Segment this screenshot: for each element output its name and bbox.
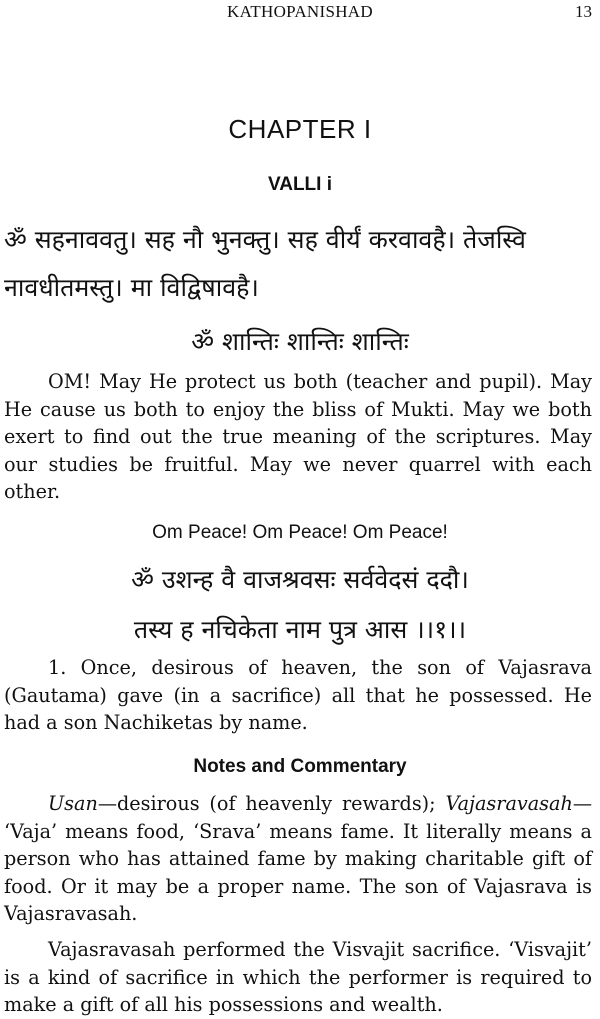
commentary-text-2: — ‘Vaja’ means food, ‘Srava’ means fame. It literally means a person who has attained fame by making charitable gift of food. Or it may be a proper name. The son of Vajasrava is Vajasravasah. [4, 792, 592, 925]
valli-title: VALLI i [267, 174, 333, 195]
shanti-mantra: ॐ शान्तिः शान्तिः शान्तिः [191, 327, 409, 356]
verse-1-sanskrit-line-1: ॐ उशन्ह वै वाजश्रवसः सर्ववेदसं ददौ। [131, 565, 469, 594]
page-number: 13 [575, 2, 592, 21]
verse-1-sanskrit-line-2: तस्य ह नचिकेता नाम पुत्र आस ।।१।। [133, 615, 467, 644]
commentary-paragraph-2 [4, 936, 592, 1019]
running-head [0, 2, 600, 26]
verse-1-translation [4, 654, 592, 737]
invocation-translation [4, 368, 592, 506]
invocation-translation-text: OM! May He protect us both (teacher and pupil). May He cause us both to enjoy the bliss of Mukti. May we both exert to find out the true meaning of the scriptures. May our studies be fruitful. May we never quarrel with each other. [4, 370, 592, 503]
notes-heading: Notes and Commentary [193, 756, 407, 777]
commentary-text-1: —desirous (of heavenly rewards); [97, 792, 436, 815]
invocation-sanskrit-line-1: ॐ सहनाववतु। सह नौ भुनक्तु। सह वीर्यं करवावहै। तेजस्वि [4, 225, 526, 254]
invocation-sanskrit-line-2: नावधीतमस्तु। मा विद्विषावहै। [4, 273, 259, 302]
running-title: KATHOPANISHAD [227, 2, 373, 21]
verse-1-translation-text: 1. Once, desirous of heaven, the son of Vajasrava (Gautama) gave (in a sacrifice) all that he possessed. He had a son Nachiketas by name. [4, 656, 592, 734]
commentary-term-usan: Usan [48, 792, 98, 815]
commentary-term-vajasravasah: Vajasravasah [445, 792, 573, 815]
chapter-title: CHAPTER I [228, 114, 372, 144]
commentary-paragraph-1 [4, 790, 592, 928]
commentary-text-3: Vajasravasah performed the Visvajit sacrifice. ‘Visvajit’ is a kind of sacrifice in which the performer is required to make a gift of all his possessions and wealth. [4, 938, 592, 1016]
peace-line: Om Peace! Om Peace! Om Peace! [152, 522, 448, 543]
